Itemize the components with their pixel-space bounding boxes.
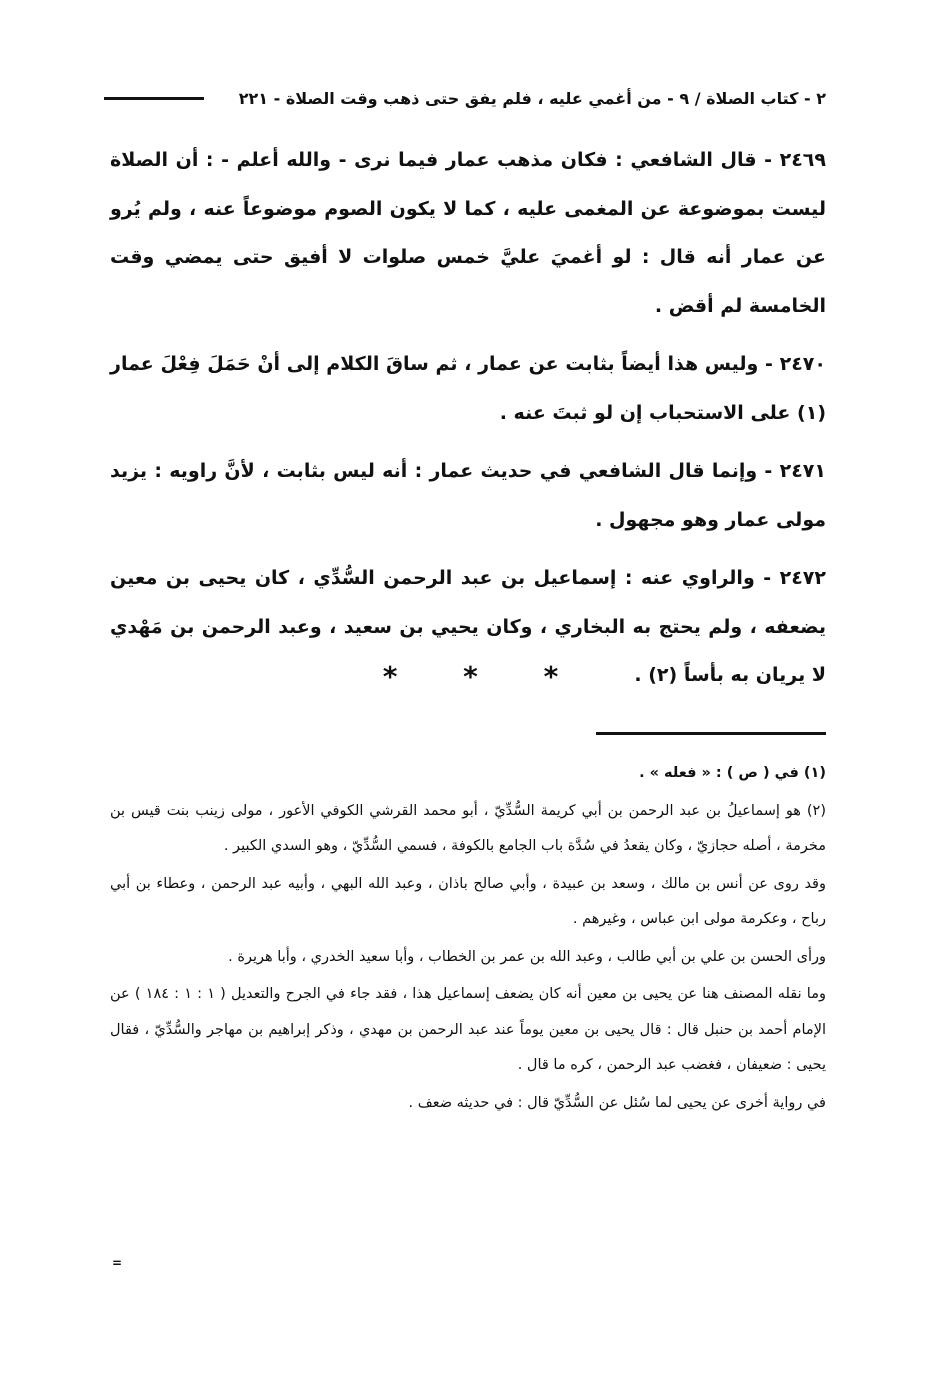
paragraph-2471: ٢٤٧١ - وإنما قال الشافعي في حديث عمار : أنه ليس بثابت ، لأنَّ راويه : يزيد مولى عمار وهو مجهول . (110, 460, 826, 531)
separator-star: * (382, 660, 398, 693)
footnotes (110, 756, 826, 1123)
header-rule (104, 97, 204, 100)
footnote-rule (596, 732, 826, 735)
footnote-2-teachers: وقد روى عن أنس بن مالك ، وسعد بن عبيدة ، وأبي صالح باذان ، وعبد الله البهي ، وأبيه عبد الرحمن ، وعطاء بن أبي رباح ، وعكرمة مولى ابن عباس ، وغيرهم . (110, 875, 826, 927)
continuation-mark: = (112, 1256, 121, 1270)
section-separator (0, 662, 941, 692)
page-header (104, 80, 826, 116)
footnote-2: (٢) هو إسماعيلُ بن عبد الرحمن بن أبي كريمة السُّدِّيّ ، أبو محمد القرشي الكوفي الأعور ، مولى زينب بنت قيس بن مخرمة ، أصله حجازيّ ، وكان يقعدُ في سُدَّة باب الجامع بالكوفة ، فسمي السُّدِّيّ ، وهو السدي الكبير . (110, 802, 826, 854)
paragraph-2472: ٢٤٧٢ - والراوي عنه : إسماعيل بن عبد الرحمن السُّدِّي ، كان يحيى بن معين يضعفه ، ولم يحتج به البخاري ، وكان يحيي بن سعيد ، وعبد الرحمن بن مَهْدي لا يريان به بأساً (٢) . (110, 567, 826, 686)
footnote-2-other-narration: في رواية أخرى عن يحيى لما سُئل عن السُّدِّيّ قال : في حديثه ضعف . (408, 1094, 826, 1111)
footnote-2-critique: وما نقله المصنف هنا عن يحيى بن معين أنه كان يضعف إسماعيل هذا ، فقد جاء في الجرح والتعديل ( ١ : ١ : ١٨٤ ) عن الإمام أحمد بن حنبل قال : قال يحيى بن معين يوماً عند عبد الرحمن بن مهدي ، وذكر إبراهيم بن مهاجر والسُّدِّيّ ، فقال يحيى : ضعيفان ، فغضب عبد الرحمن ، كره ما قال . (110, 986, 826, 1073)
paragraph-2470: ٢٤٧٠ - وليس هذا أيضاً بثابت عن عمار ، ثم ساقَ الكلام إلى أنْ حَمَلَ فِعْلَ عمار (١) على الاستحباب إن لو ثبتَ عنه . (110, 353, 826, 424)
paragraph-2469: ٢٤٦٩ - قال الشافعي : فكان مذهب عمار فيما نرى - والله أعلم - : أن الصلاة ليست بموضوعة عن المغمى عليه ، كما لا يكون الصوم موضوعاً عنه ، ولم يُرو عن عمار أنه قال : لو أغميَ عليَّ خمس صلوات لا أفيق حتى يمضي وقت الخامسة لم أقض . (110, 149, 826, 317)
separator-star: * (463, 660, 478, 693)
separator-star: * (543, 660, 559, 693)
main-text (110, 136, 826, 710)
footnote-1: (١) في ( ص ) : « فعله » . (639, 765, 826, 781)
footnote-2-companions: ورأى الحسن بن علي بن أبي طالب ، وعبد الله بن عمر بن الخطاب ، وأبا سعيد الخدري ، وأبا هريرة . (228, 948, 826, 965)
running-title: ٢ - كتاب الصلاة / ٩ - من أغمي عليه ، فلم يفق حتى ذهب وقت الصلاة - ٢٢١ (238, 88, 826, 108)
